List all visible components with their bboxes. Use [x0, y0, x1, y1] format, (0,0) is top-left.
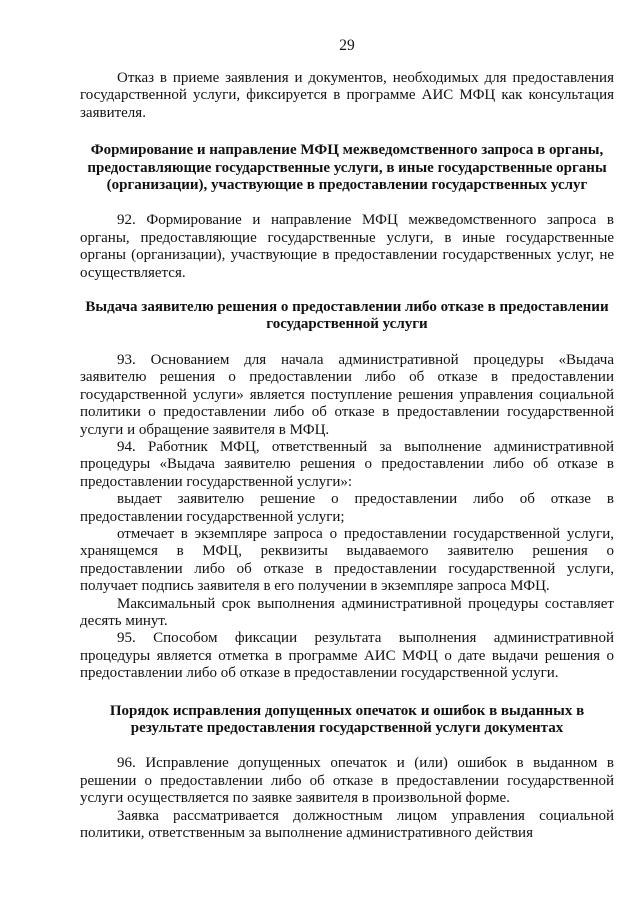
paragraph: Отказ в приеме заявления и документов, необходимых для предоставления государственной услуги, фиксируется в программе АИС МФЦ как консультация заявителя.	[80, 70, 614, 121]
paragraph: 96. Исправление допущенных опечаток и (или) ошибок в выданном в решении о предоставлении либо об отказе в предоставлении государственной услуги осуществляется по заявке заявителя в произвольной форме.	[80, 755, 614, 807]
paragraph: 93. Основанием для начала административной процедуры «Выдача заявителю решения о предоставлении либо об отказе в предоставлении государственной услуги» является поступление решения управления социальной политики о предоставлении либо об отказе в предоставлении государственной услуги и обращение заявителя в МФЦ.	[80, 351, 614, 438]
paragraph: 95. Способом фиксации результата выполнения административной процедуры является отметка в программе АИС МФЦ о дате выдачи решения о предоставлении либо об отказе в предоставлении государственной услуги.	[80, 630, 614, 682]
paragraph: Заявка рассматривается должностным лицом управления социальной политики, ответственным за выполнение административного действия	[80, 807, 614, 842]
section-heading: Выдача заявителю решения о предоставлении либо отказе в предоставлении государственной услуги	[85, 299, 609, 333]
paragraph: 92. Формирование и направление МФЦ межведомственного запроса в органы, предоставляющие государственные услуги, в иные государственные органы (организации), участвующие в предоставлении государственных услуг, не осуществляется.	[80, 212, 614, 281]
paragraph: 94. Работник МФЦ, ответственный за выполнение административной процедуры «Выдача заявителю решения о предоставлении либо об отказе в предоставлении государственной услуги»:	[80, 438, 614, 490]
paragraph: Максимальный срок выполнения административной процедуры составляет десять минут.	[80, 595, 614, 629]
section-4-paragraphs	[80, 755, 614, 842]
section-heading: Порядок исправления допущенных опечаток и ошибок в выданных в результате предоставления государственной услуги документах	[109, 702, 585, 736]
document-body	[80, 70, 614, 842]
section-3-paragraphs	[80, 352, 614, 683]
section-heading: Формирование и направление МФЦ межведомственного запроса в органы, предоставляющие государственные услуги, в иные государственные органы (организации), участвующие в предоставлении государственных услуг	[87, 142, 607, 194]
page-number: 29	[339, 37, 355, 54]
paragraph: выдает заявителю решение о предоставлении либо об отказе в предоставлении государственной услуги;	[80, 491, 614, 525]
paragraph: отмечает в экземпляре запроса о предоставлении государственной услуги, хранящемся в МФЦ, реквизиты выдаваемого заявителю решения о предоставлении либо об отказе в предоставлении государственной услуги, получает подпись заявителя в его получении в экземпляре запроса МФЦ.	[80, 525, 614, 595]
